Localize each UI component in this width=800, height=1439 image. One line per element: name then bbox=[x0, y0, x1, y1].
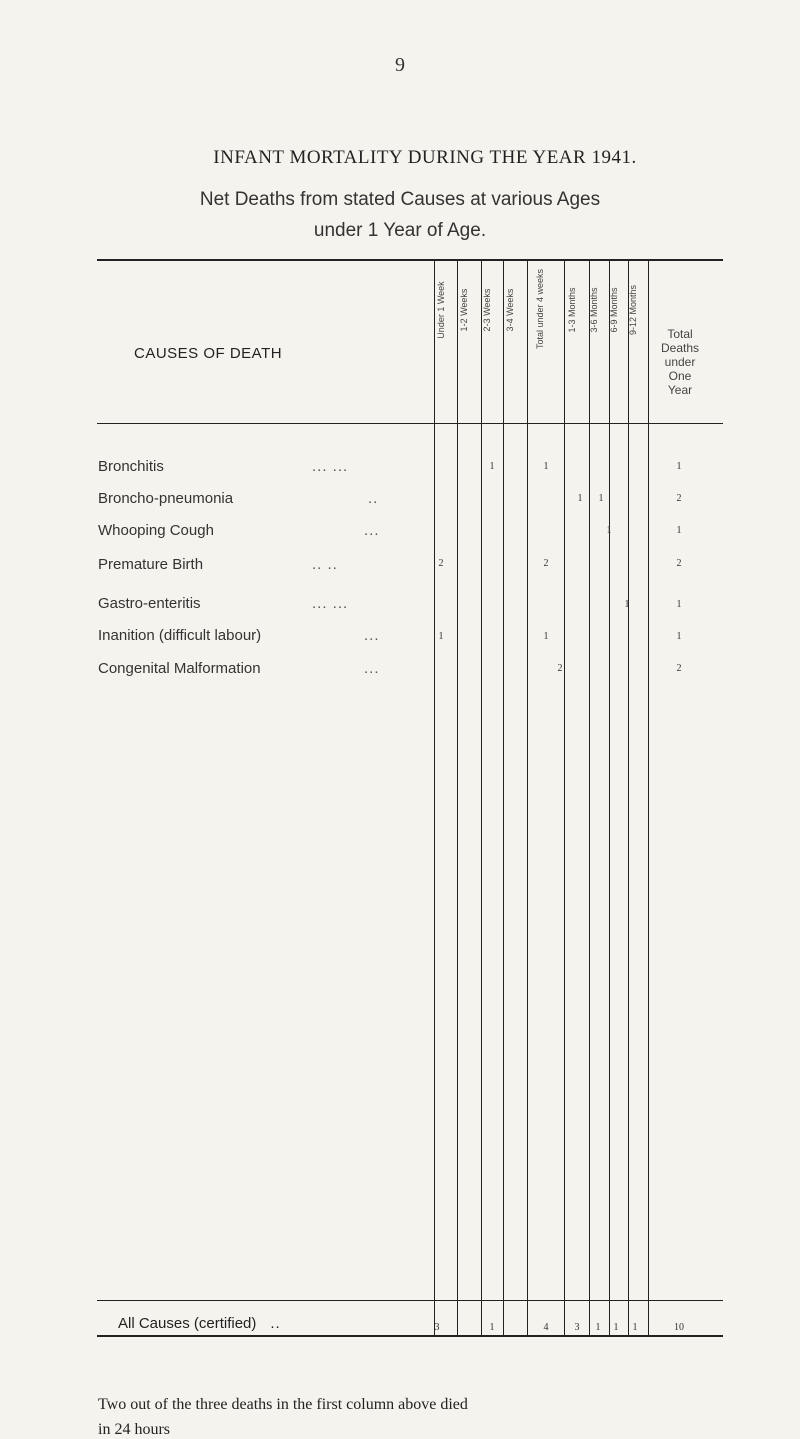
total-cell: 1 bbox=[489, 1322, 495, 1333]
total-deaths-header: Total Deaths under One Year bbox=[660, 327, 700, 397]
leader-dots: .. bbox=[270, 1315, 281, 1332]
cause-label: Gastro-enteritis bbox=[98, 595, 201, 612]
table-cell: 1 bbox=[676, 461, 682, 472]
leader-dots: ... ... bbox=[312, 458, 349, 475]
cause-row-congenital-malformation bbox=[98, 660, 428, 680]
cause-label: Broncho-pneumonia bbox=[98, 490, 234, 507]
total-cell: 3 bbox=[434, 1322, 440, 1333]
column-header: 6-9 Months bbox=[609, 287, 619, 333]
column-rule bbox=[609, 260, 610, 1336]
table-cell: 1 bbox=[543, 631, 549, 642]
cause-row-whooping-cough bbox=[98, 522, 428, 542]
column-header: Total under 4 weeks bbox=[535, 268, 545, 349]
column-rule bbox=[628, 260, 629, 1336]
table-cell: 2 bbox=[557, 663, 563, 674]
footnote-line-2: in 24 hours bbox=[98, 1421, 170, 1438]
table-cell: 1 bbox=[489, 461, 495, 472]
column-rule bbox=[589, 260, 590, 1336]
total-cell: 1 bbox=[595, 1322, 601, 1333]
column-rule bbox=[564, 260, 565, 1336]
cause-label: Premature Birth bbox=[98, 556, 204, 573]
table-cell: 1 bbox=[676, 631, 682, 642]
column-rule bbox=[527, 260, 528, 1336]
column-rule bbox=[503, 260, 504, 1336]
leader-dots: ... bbox=[364, 627, 380, 644]
cause-row-premature-birth bbox=[98, 556, 428, 576]
column-rule bbox=[434, 260, 435, 1336]
column-rule bbox=[457, 260, 458, 1336]
table-cell: 2 bbox=[676, 493, 682, 504]
leader-dots: .. bbox=[368, 490, 379, 507]
table-cell: 1 bbox=[606, 525, 612, 536]
table-cell: 2 bbox=[676, 663, 682, 674]
table-cell: 1 bbox=[438, 631, 444, 642]
total-cell: 1 bbox=[613, 1322, 619, 1333]
total-cell: 4 bbox=[543, 1322, 549, 1333]
subtitle-line-1: Net Deaths from stated Causes at various Ages bbox=[199, 189, 601, 210]
page-title: INFANT MORTALITY DURING THE YEAR 1941. bbox=[213, 147, 637, 168]
table-cell: 1 bbox=[676, 525, 682, 536]
cause-label: Congenital Malformation bbox=[98, 660, 261, 677]
all-causes-row bbox=[118, 1315, 418, 1332]
table-bottom-rule bbox=[97, 1335, 723, 1337]
total-cell: 1 bbox=[632, 1322, 638, 1333]
leader-dots: ... ... bbox=[312, 595, 349, 612]
column-header: Under 1 Week bbox=[436, 281, 446, 339]
table-cell: 1 bbox=[676, 599, 682, 610]
table-cell: 1 bbox=[598, 493, 604, 504]
page-number: 9 bbox=[395, 54, 405, 76]
cause-row-inanition bbox=[98, 627, 428, 647]
cause-label: Inanition (difficult labour) bbox=[98, 627, 262, 644]
table-cell: 1 bbox=[624, 599, 630, 610]
leader-dots: ... bbox=[364, 522, 380, 539]
column-rule bbox=[481, 260, 482, 1336]
cause-row-gastro-enteritis bbox=[98, 595, 428, 615]
footnote-line-1: Two out of the three deaths in the first column above died bbox=[98, 1396, 468, 1413]
causes-of-death-header: CAUSES OF DEATH bbox=[134, 345, 283, 362]
column-header: 3-4 Weeks bbox=[505, 288, 515, 332]
leader-dots: .. .. bbox=[312, 556, 338, 573]
cause-label: Whooping Cough bbox=[98, 522, 214, 539]
column-header: 3-6 Months bbox=[589, 287, 599, 333]
table-cell: 2 bbox=[676, 558, 682, 569]
table-cell: 2 bbox=[543, 558, 549, 569]
cause-row-broncho-pneumonia bbox=[98, 490, 428, 510]
column-rule bbox=[648, 260, 649, 1336]
total-cell: 10 bbox=[674, 1322, 684, 1333]
column-header: 1-3 Months bbox=[567, 287, 577, 333]
subtitle-line-2: under 1 Year of Age. bbox=[313, 220, 487, 241]
header-bottom-rule bbox=[97, 423, 723, 424]
column-header: 1-2 Weeks bbox=[459, 288, 469, 332]
table-cell: 1 bbox=[577, 493, 583, 504]
leader-dots: ... bbox=[364, 660, 380, 677]
cause-label: Bronchitis bbox=[98, 458, 164, 475]
totals-top-rule bbox=[97, 1300, 723, 1301]
total-cell: 3 bbox=[574, 1322, 580, 1333]
cause-row-bronchitis bbox=[98, 458, 428, 478]
column-header: 2-3 Weeks bbox=[482, 288, 492, 332]
table-top-rule bbox=[97, 259, 723, 261]
column-header: 9-12 Months bbox=[628, 284, 638, 336]
all-causes-label: All Causes (certified) bbox=[118, 1315, 257, 1332]
table-cell: 2 bbox=[438, 558, 444, 569]
table-cell: 1 bbox=[543, 461, 549, 472]
